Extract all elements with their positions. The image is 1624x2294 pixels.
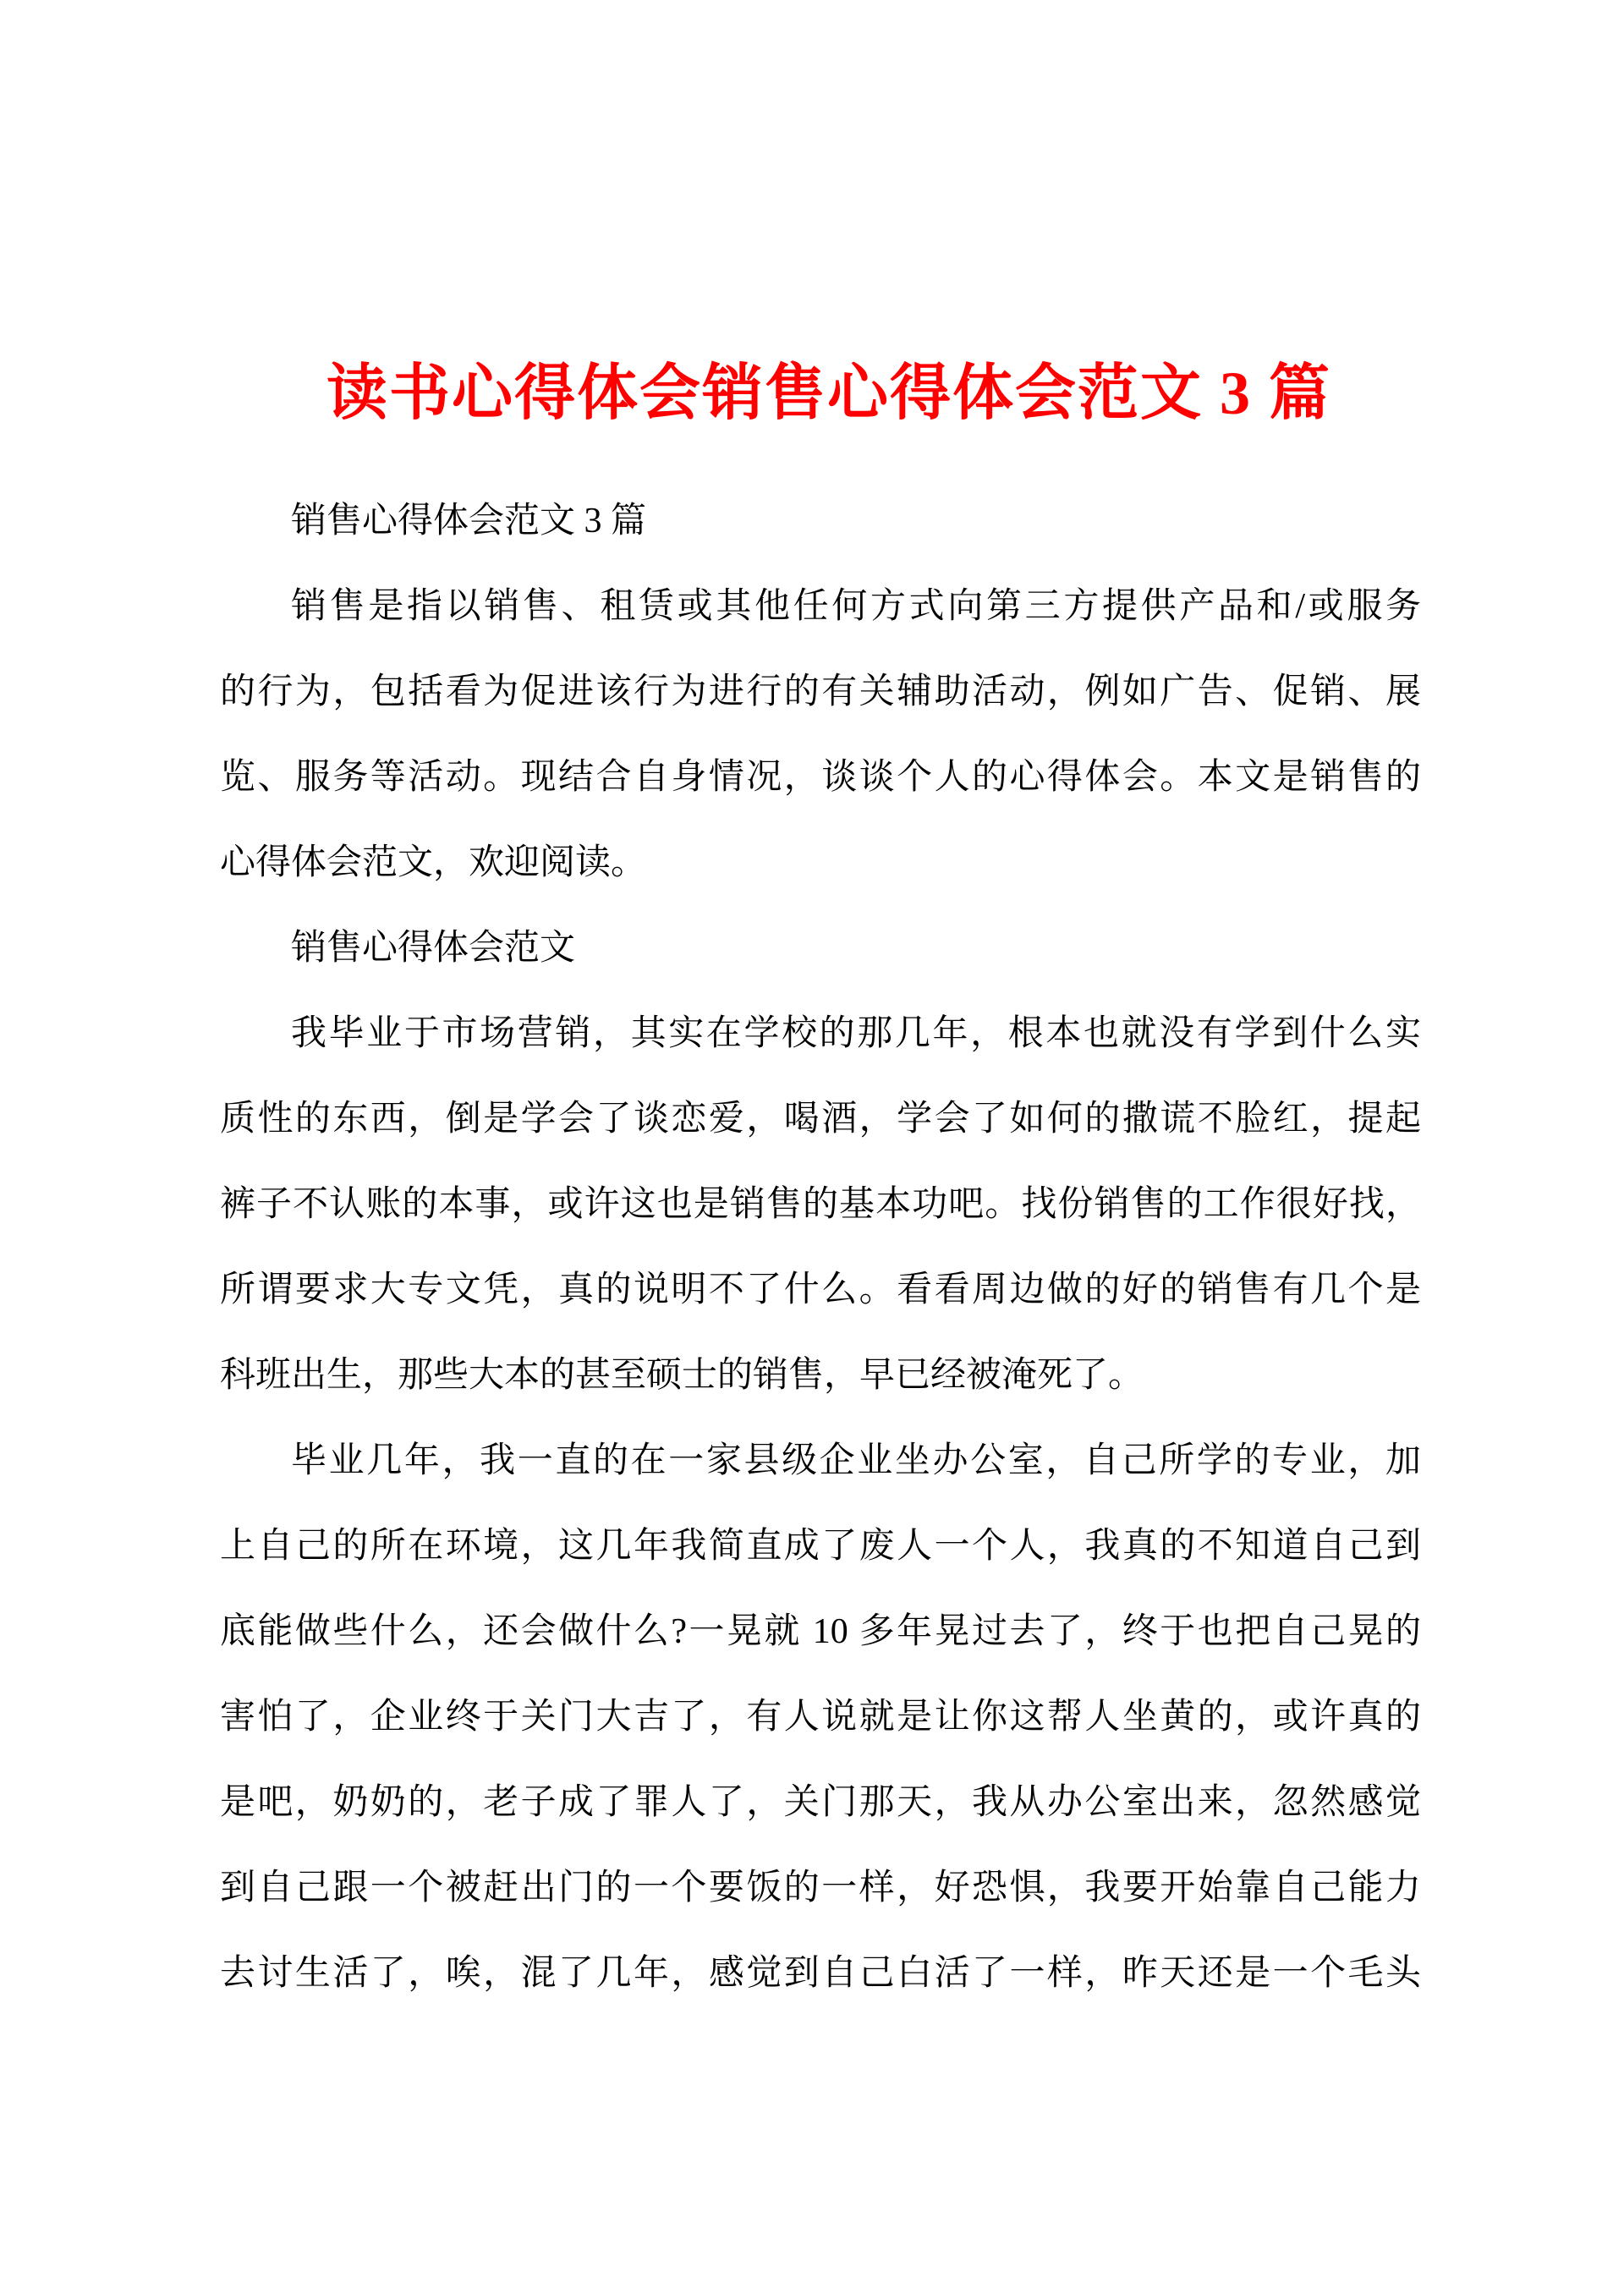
text-line: 到自己跟一个被赶出门的一个要饭的一样，好恐惧，我要开始靠自己能力	[220, 1869, 1421, 1907]
text-line: 销售心得体会范文 3 篇	[291, 502, 647, 541]
text-line: 所谓要求大专文凭，真的说明不了什么。看看周边做的好的销售有几个是	[220, 1270, 1421, 1309]
document-title: 读书心得体会销售心得体会范文 3 篇	[326, 359, 1331, 427]
text-line: 销售心得体会范文	[291, 929, 576, 968]
text-line: 上自己的所在环境，这几年我简直成了废人一个人，我真的不知道自己到	[220, 1527, 1421, 1566]
text-line: 裤子不认账的本事，或许这也是销售的基本功吧。找份销售的工作很好找，	[220, 1185, 1421, 1224]
text-line: 览、服务等活动。现结合自身情况，谈谈个人的心得体会。本文是销售的	[220, 758, 1421, 797]
text-line: 是吧，奶奶的，老子成了罪人了，关门那天，我从办公室出来，忽然感觉	[220, 1783, 1421, 1822]
text-line: 毕业几年，我一直的在一家县级企业坐办公室，自己所学的专业，加	[291, 1441, 1421, 1480]
text-line: 质性的东西，倒是学会了谈恋爱，喝酒，学会了如何的撒谎不脸红，提起	[220, 1100, 1421, 1139]
text-line: 销售是指以销售、租赁或其他任何方式向第三方提供产品和/或服务	[291, 587, 1421, 626]
document-body	[220, 479, 1421, 2017]
text-line: 心得体会范文，欢迎阅读。	[220, 843, 647, 882]
text-line: 去讨生活了，唉，混了几年，感觉到自己白活了一样，昨天还是一个毛头	[220, 1954, 1421, 1993]
text-line: 的行为，包括看为促进该行为进行的有关辅助活动，例如广告、促销、展	[220, 672, 1421, 711]
text-line: 底能做些什么，还会做什么?一晃就 10 多年晃过去了，终于也把自己晃的	[220, 1612, 1421, 1651]
text-line: 害怕了，企业终于关门大吉了，有人说就是让你这帮人坐黄的，或许真的	[220, 1698, 1421, 1737]
text-line: 科班出生，那些大本的甚至硕士的销售，早已经被淹死了。	[220, 1356, 1144, 1395]
text-line: 我毕业于市场营销，其实在学校的那几年，根本也就没有学到什么实	[291, 1014, 1421, 1053]
